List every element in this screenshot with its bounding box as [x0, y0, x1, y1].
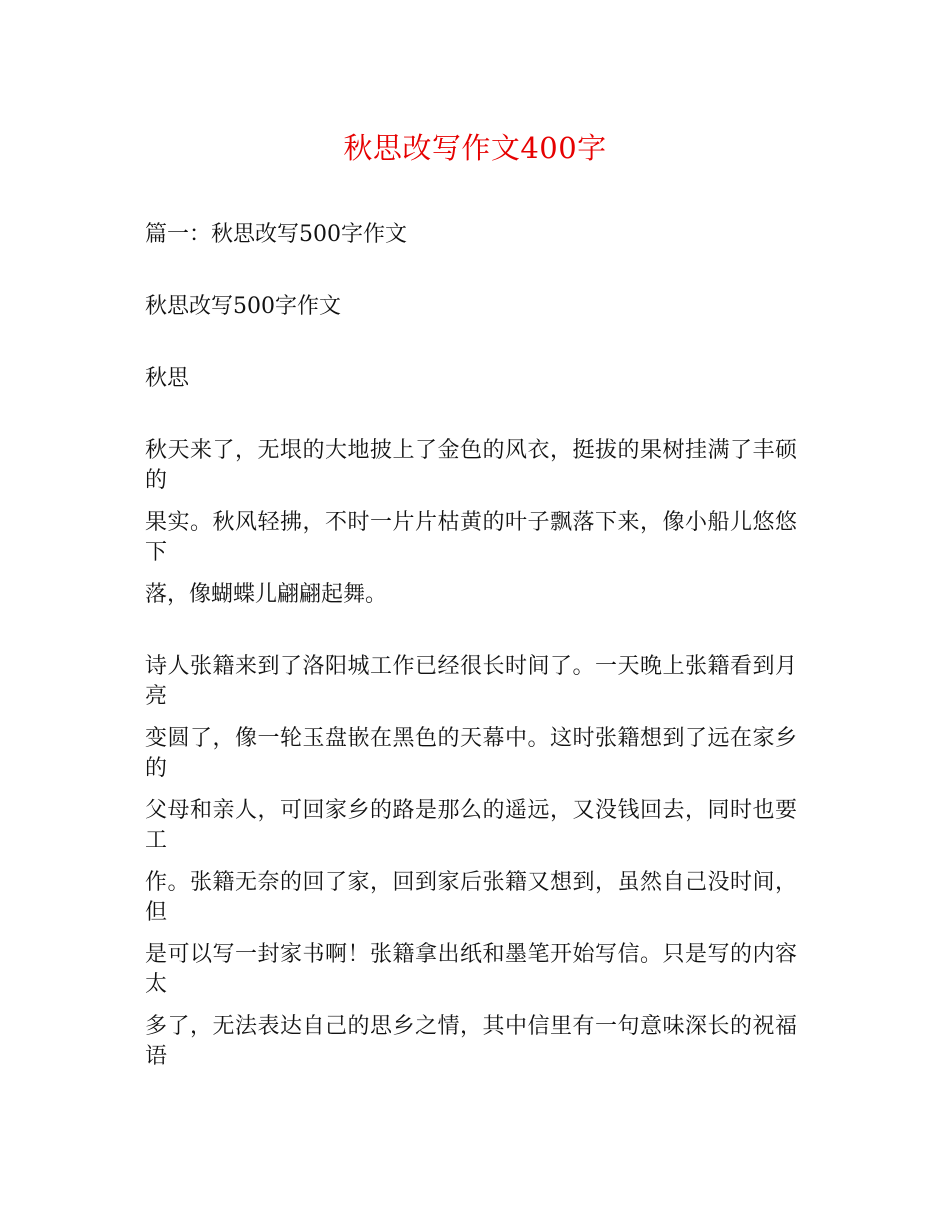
body-line: 作。张籍无奈的回了家，回到家后张籍又想到，虽然自己没时间，但	[145, 870, 797, 925]
subheading: 秋思改写500字作文	[145, 294, 341, 319]
body-line: 多了，无法表达自己的思乡之情，其中信里有一句意味深长的祝福语	[145, 1014, 797, 1069]
poem-title: 秋思	[145, 366, 190, 391]
body-line: 父母和亲人，可回家乡的路是那么的遥远，又没钱回去，同时也要工	[145, 798, 797, 853]
body-line: 诗人张籍来到了洛阳城工作已经很长时间了。一天晚上张籍看到月亮	[145, 654, 797, 709]
body-line: 落，像蝴蝶儿翩翩起舞。	[145, 582, 388, 607]
body-line: 是可以写一封家书啊！张籍拿出纸和墨笔开始写信。只是写的内容太	[145, 942, 797, 997]
body-line: 果实。秋风轻拂，不时一片片枯黄的叶子飘落下来，像小船儿悠悠下	[145, 510, 797, 565]
body-line: 秋天来了，无垠的大地披上了金色的风衣，挺拔的果树挂满了丰硕的	[145, 438, 797, 493]
document-title: 秋思改写作文400字	[343, 131, 607, 165]
section-heading: 篇一：秋思改写500字作文	[145, 222, 407, 247]
body-line: 变圆了，像一轮玉盘嵌在黑色的天幕中。这时张籍想到了远在家乡的	[145, 726, 797, 781]
